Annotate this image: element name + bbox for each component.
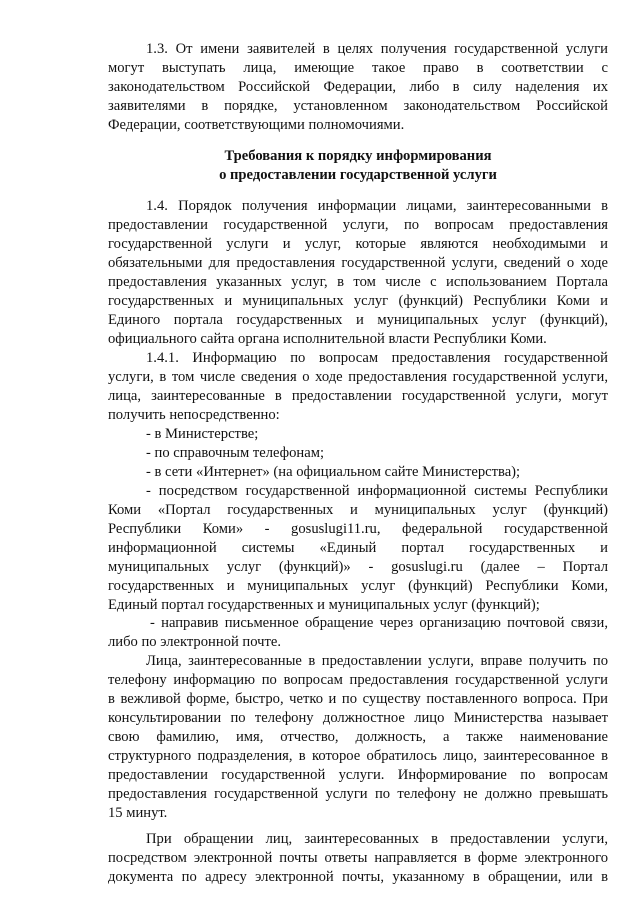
paragraph-line: услуги, в том числе сведения о ходе предоставления государственной услуги, bbox=[108, 369, 608, 385]
paragraph-line: свою фамилию, имя, отчество, должность, а также наименование bbox=[108, 729, 608, 745]
paragraph-line: структурного подразделения, в которое обратилось лицо, заинтересованное в bbox=[108, 748, 608, 764]
paragraph-line: 1.4. Порядок получения информации лицами, заинтересованными в bbox=[146, 198, 608, 214]
paragraph-line: получить непосредственно: bbox=[108, 407, 280, 423]
paragraph-line: телефону информацию по вопросам предоставления государственной услуги bbox=[108, 672, 608, 688]
paragraph-line: лица, заинтересованные в предоставлении государственной услуги, могут bbox=[108, 388, 608, 404]
paragraph-line: - по справочным телефонам; bbox=[146, 445, 324, 461]
paragraph-line: предоставления государственной услуги по телефону не должно превышать bbox=[108, 786, 608, 802]
section-heading-line: о предоставлении государственной услуги bbox=[219, 167, 497, 183]
paragraph-line: официального сайта органа исполнительной власти Республики Коми. bbox=[108, 331, 547, 347]
section-heading-line: Требования к порядку информирования bbox=[224, 148, 492, 164]
paragraph-line: обязательными для предоставления государственной услуги, сведений о ходе bbox=[108, 255, 608, 271]
paragraph-line: консультировании по телефону должностное лицо Министерства называет bbox=[108, 710, 608, 726]
paragraph-line: Коми «Портал государственных и муниципальных услуг (функций) bbox=[108, 502, 608, 518]
paragraph-line: Единого портала государственных и муниципальных услуг (функций), bbox=[108, 312, 608, 328]
paragraph-line: заявителями в порядке, установленном законодательством Российской bbox=[108, 98, 608, 114]
paragraph-line: законодательством Российской Федерации, либо в силу наделения их bbox=[108, 79, 608, 95]
paragraph-line: государственной услуги и услуг, которые являются необходимыми и bbox=[108, 236, 608, 252]
paragraph-line: - в Министерстве; bbox=[146, 426, 259, 442]
paragraph-line: либо по электронной почте. bbox=[108, 634, 281, 650]
paragraph-line: могут выступать лица, имеющие такое право в соответствии с bbox=[108, 60, 608, 76]
paragraph-line: 1.4.1. Информацию по вопросам предоставления государственной bbox=[146, 350, 608, 366]
paragraph-line: - направив письменное обращение через организацию почтовой связи, bbox=[150, 615, 608, 631]
paragraph-line: в вежливой форме, быстро, четко и по существу поставленного вопроса. При bbox=[108, 691, 608, 707]
paragraph-line: Единый портал государственных и муниципальных услуг (функций); bbox=[108, 597, 540, 613]
paragraph-line: информационной системы «Единый портал государственных и bbox=[108, 540, 608, 556]
paragraph-line: 15 минут. bbox=[108, 805, 168, 821]
paragraph-line: государственных и муниципальных услуг (функций) Республики Коми, bbox=[108, 578, 608, 594]
paragraph-line: - в сети «Интернет» (на официальном сайте Министерства); bbox=[146, 464, 521, 480]
paragraph-line: государственных и муниципальных услуг (функций) Республики Коми и bbox=[108, 293, 608, 309]
paragraph-line: - посредством государственной информационной системы Республики bbox=[146, 483, 608, 499]
paragraph-line: Федерации, соответствующими полномочиями. bbox=[108, 117, 405, 133]
paragraph-line: 1.3. От имени заявителей в целях получения государственной услуги bbox=[146, 41, 608, 57]
paragraph-line: При обращении лиц, заинтересованных в предоставлении услуги, bbox=[146, 831, 608, 847]
paragraph-line: посредством электронной почты ответы направляется в форме электронного bbox=[108, 850, 608, 866]
paragraph-line: предоставлении государственной услуги, по вопросам предоставления bbox=[108, 217, 608, 233]
paragraph-line: Лица, заинтересованные в предоставлении услуги, вправе получить по bbox=[146, 653, 608, 669]
paragraph-line: Республики Коми» - gosuslugi11.ru, федеральной государственной bbox=[108, 521, 608, 537]
paragraph-line: документа по адресу электронной почты, указанному в обращении, или в bbox=[108, 869, 608, 885]
paragraph-line: предоставлении государственной услуги. Информирование по вопросам bbox=[108, 767, 608, 783]
paragraph-line: муниципальных услуг (функций)» - gosuslugi.ru (далее – Портал bbox=[108, 559, 608, 575]
paragraph-line: предоставления указанных услуг, в том числе с использованием Портала bbox=[108, 274, 608, 290]
